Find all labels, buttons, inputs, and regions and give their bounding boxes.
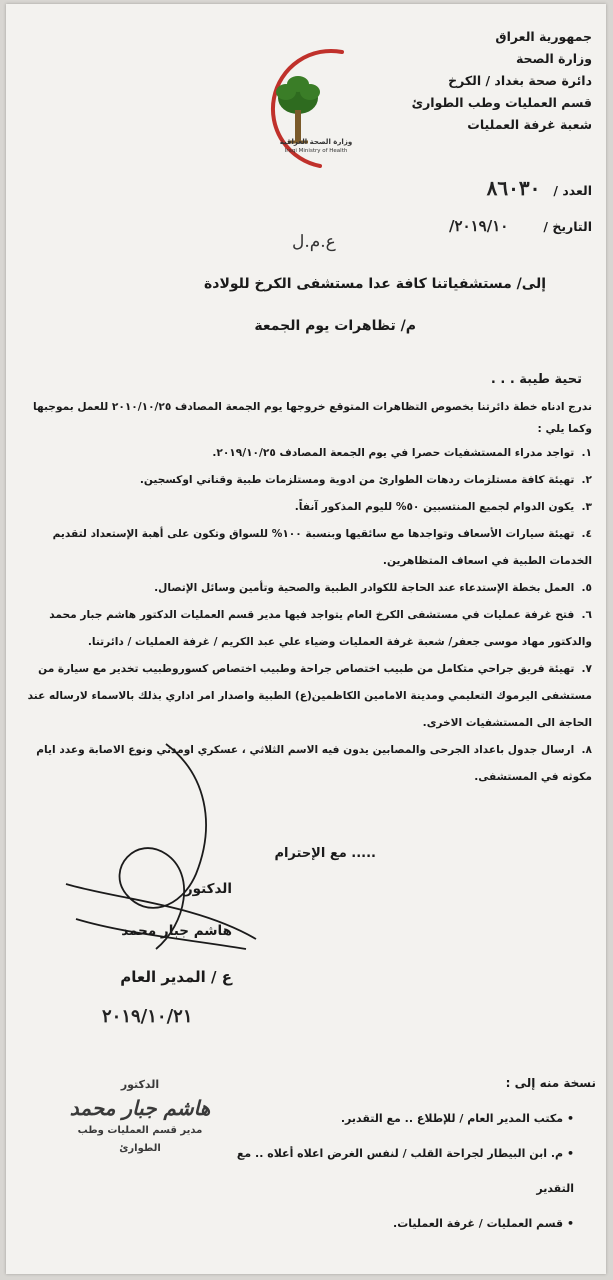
signatory-name: هاشم جبار محمد [121, 923, 232, 939]
instruction-item [16, 602, 592, 656]
copy-to-section [216, 1066, 596, 1241]
date-label: التاريخ / [543, 219, 592, 234]
header-section: شعبة غرفة العمليات [467, 117, 592, 132]
instruction-item [16, 656, 592, 737]
ministry-logo [242, 40, 362, 170]
document-sheet [6, 4, 606, 1274]
date-row [392, 216, 592, 246]
instruction-item [16, 440, 592, 467]
instruction-number: ٤. [581, 528, 592, 540]
instruction-item [16, 494, 592, 521]
instruction-number: ٧. [581, 663, 592, 675]
logo-arabic-name: وزارة الصحة العراقية [279, 138, 353, 146]
signature-block [102, 876, 232, 1030]
instruction-text: يكون الدوام لجميع المنتسبين ٥٠% لليوم المذكور آنفاً. [294, 501, 575, 513]
instruction-text: فتح غرفة عمليات في مستشفى الكرخ العام يتواجد فيها مدير قسم العمليات الدكتور هاشم جبار محمد والدكتور مهاد موسى جعفر/ شعبة غرفة العمليات وضياء علي عبد الكريم / غرفة العمليات / دائرتنا. [49, 609, 592, 648]
instruction-text: تهيئة كافة مستلزمات ردهات الطوارئ من ادوية ومستلزمات طبية وقناني اوكسجين. [139, 474, 575, 486]
instruction-number: ٣. [581, 501, 592, 513]
instruction-text: العمل بخطة الإستدعاء عند الحاجة للكوادر الطبية والصحية وتأمين وسائل الإتصال. [154, 582, 575, 594]
reference-number-label: العدد / [553, 183, 592, 198]
instruction-item [16, 575, 592, 602]
subject: م/ تظاهرات يوم الجمعة [254, 318, 416, 334]
instruction-item [16, 521, 592, 575]
instruction-number: ١. [581, 447, 592, 459]
letterhead [392, 26, 592, 136]
stamp-title: الدكتور [120, 1078, 160, 1091]
instruction-number: ٥. [581, 582, 592, 594]
copy-to-item-3: • قسم العمليات / غرفة العمليات. [393, 1217, 574, 1230]
signatory-title: الدكتور [184, 881, 232, 897]
copy-to-item-1: • مكتب المدير العام / للإطلاع .. مع التقدير. [340, 1112, 574, 1125]
header-directorate: دائرة صحة بغداد / الكرخ [448, 73, 592, 88]
reference-number-row [392, 176, 592, 210]
header-ministry: وزارة الصحة [515, 51, 592, 66]
addressee: إلى/ مستشفياتنا كافة عدا مستشفى الكرخ للولادة [204, 276, 546, 292]
copy-to-label: نسخة منه إلى : [505, 1076, 596, 1090]
reference-number-value: ٨٦٠٣٠ [486, 176, 541, 200]
header-country: جمهورية العراق [495, 29, 592, 44]
stamp-name: هاشم جبار محمد [69, 1096, 211, 1120]
signature-date: ٢٠١٩/١٠/٢١ [102, 1006, 193, 1027]
instruction-item [16, 467, 592, 494]
instruction-text: تواجد مدراء المستشفيات حصرا في يوم الجمعة المصادف ٢٠١٩/١٠/٢٥. [212, 447, 575, 459]
instruction-number: ٢. [581, 474, 592, 486]
handwritten-mark: ع.م.ل [292, 232, 336, 252]
date-value: ٢٠١٩/١٠/ [449, 217, 509, 235]
signatory-role: ع / المدير العام [120, 968, 232, 986]
logo-english-name: Iraqi Ministry of Health [284, 148, 348, 154]
instruction-number: ٦. [581, 609, 592, 621]
instruction-number: ٨. [581, 744, 592, 756]
greeting: تحية طيبة . . . [490, 372, 582, 387]
header-department: قسم العمليات وطب الطوارئ [411, 95, 592, 110]
intro-paragraph: ندرج ادناه خطة دائرتنا بخصوص التظاهرات المتوقع خروجها يوم الجمعة المصادف ٢٠١٠/١٠/٢٥ للعمل بموجبها وكما يلي : [33, 401, 592, 435]
stamp-role: مدير قسم العمليات وطب الطوارئ [77, 1125, 203, 1154]
letter-body [16, 396, 592, 791]
copy-to-item-2: • م. ابن البيطار لجراحة القلب / لنفس الغرض اعلاه أعلاه .. مع التقدير [236, 1147, 574, 1195]
closing-remark: ..... مع الإحترام [274, 846, 376, 861]
instruction-text: تهيئة فريق جراحي متكامل من طبيب اختصاص جراحة وطبيب اختصاص كسوروطبيب تخدير مع سيارة من مستشفى اليرموك التعليمي ومدينة الامامين الكاظمين(ع) الطبية واصدار امر اداري بذلك بالاسماء لارساله عند الحاجة الى المستشفيات الاخرى. [27, 663, 592, 729]
instruction-text: تهيئة سيارات الأسعاف وتواجدها مع سائقيها وبنسبة ١٠٠% للسواق وتكون على أهبة الإستعداد لتقديم الخدمات الطبية في اسعاف المتظاهرين. [52, 528, 592, 567]
official-stamp [60, 1076, 220, 1158]
instruction-text: ارسال جدول باعداد الجرحى والمصابين يدون فيه الاسم الثلاثي ، عسكري اومدني ونوع الاصابة وعدد ايام مكوثه في المستشفى. [36, 744, 592, 783]
